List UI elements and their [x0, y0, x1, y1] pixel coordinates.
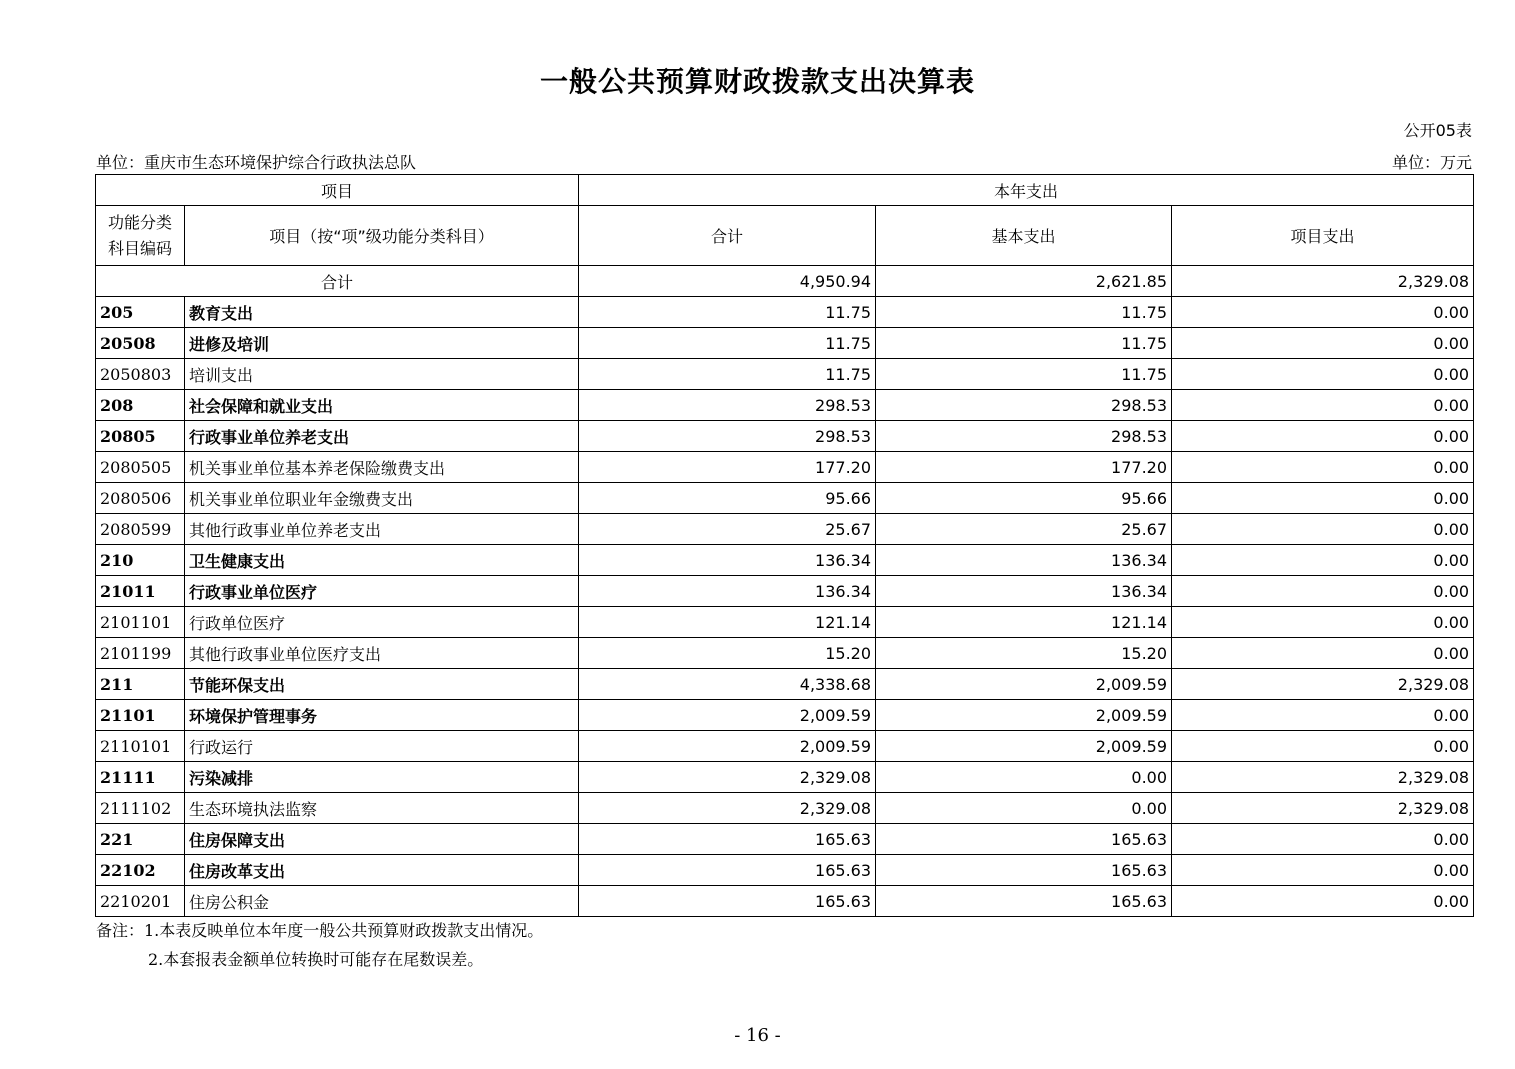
header-project: 项目: [96, 175, 579, 206]
row-total: 165.63: [579, 855, 876, 886]
table-row: [96, 545, 1474, 576]
row-name: 社会保障和就业支出: [185, 390, 579, 421]
row-name: 卫生健康支出: [185, 545, 579, 576]
row-total: 165.63: [579, 886, 876, 917]
row-code: 208: [96, 390, 185, 421]
table-row: [96, 731, 1474, 762]
table-row: [96, 297, 1474, 328]
header-basic: 基本支出: [876, 206, 1172, 266]
row-code: 211: [96, 669, 185, 700]
row-total: 298.53: [579, 421, 876, 452]
row-total: 15.20: [579, 638, 876, 669]
row-basic: 95.66: [876, 483, 1172, 514]
row-name: 行政事业单位医疗: [185, 576, 579, 607]
row-total: 121.14: [579, 607, 876, 638]
row-name: 行政运行: [185, 731, 579, 762]
row-basic: 11.75: [876, 328, 1172, 359]
row-name: 进修及培训: [185, 328, 579, 359]
row-name: 环境保护管理事务: [185, 700, 579, 731]
table-row: [96, 855, 1474, 886]
row-project: 0.00: [1172, 886, 1474, 917]
row-basic: 177.20: [876, 452, 1172, 483]
row-name: 机关事业单位基本养老保险缴费支出: [185, 452, 579, 483]
note-1: 备注：1.本表反映单位本年度一般公共预算财政拨款支出情况。: [96, 921, 544, 940]
row-total: 2,009.59: [579, 700, 876, 731]
page-title: 一般公共预算财政拨款支出决算表: [539, 65, 975, 98]
row-project: 0.00: [1172, 700, 1474, 731]
row-project: 0.00: [1172, 297, 1474, 328]
row-project: 0.00: [1172, 855, 1474, 886]
row-name: 污染减排: [185, 762, 579, 793]
row-total: 298.53: [579, 390, 876, 421]
row-project: 0.00: [1172, 576, 1474, 607]
row-project: 0.00: [1172, 421, 1474, 452]
table-row: [96, 762, 1474, 793]
row-code: 2101199: [96, 638, 185, 669]
expenditure-table: [95, 174, 1474, 917]
table-row: [96, 669, 1474, 700]
row-name: 行政事业单位养老支出: [185, 421, 579, 452]
row-name: 其他行政事业单位医疗支出: [185, 638, 579, 669]
row-total: 4,338.68: [579, 669, 876, 700]
row-basic: 2,009.59: [876, 669, 1172, 700]
row-name: 住房改革支出: [185, 855, 579, 886]
row-project: 0.00: [1172, 607, 1474, 638]
row-name: 教育支出: [185, 297, 579, 328]
header-total: 合计: [579, 206, 876, 266]
row-code: 2101101: [96, 607, 185, 638]
row-basic: 121.14: [876, 607, 1172, 638]
row-project: 0.00: [1172, 483, 1474, 514]
row-name: 生态环境执法监察: [185, 793, 579, 824]
row-project: 0.00: [1172, 390, 1474, 421]
table-row: [96, 421, 1474, 452]
row-code: 210: [96, 545, 185, 576]
row-project: 0.00: [1172, 328, 1474, 359]
row-project: 0.00: [1172, 731, 1474, 762]
row-basic: 165.63: [876, 886, 1172, 917]
row-basic: 136.34: [876, 545, 1172, 576]
table-row: [96, 452, 1474, 483]
row-name: 行政单位医疗: [185, 607, 579, 638]
row-code: 2080506: [96, 483, 185, 514]
table-row: [96, 638, 1474, 669]
row-basic: 165.63: [876, 824, 1172, 855]
total-row: [96, 266, 1474, 297]
row-code: 22102: [96, 855, 185, 886]
total-label: 合计: [96, 266, 579, 297]
row-code: 21011: [96, 576, 185, 607]
header-name: 项目（按“项”级功能分类科目）: [185, 206, 579, 266]
row-code: 2080505: [96, 452, 185, 483]
row-total: 25.67: [579, 514, 876, 545]
row-name: 机关事业单位职业年金缴费支出: [185, 483, 579, 514]
row-code: 2050803: [96, 359, 185, 390]
table-row: [96, 514, 1474, 545]
page-number: - 16 -: [734, 1025, 781, 1046]
row-basic: 2,009.59: [876, 731, 1172, 762]
row-basic: 0.00: [876, 793, 1172, 824]
row-basic: 25.67: [876, 514, 1172, 545]
row-code: 2111102: [96, 793, 185, 824]
row-basic: 0.00: [876, 762, 1172, 793]
row-total: 136.34: [579, 545, 876, 576]
header-project-exp: 项目支出: [1172, 206, 1474, 266]
row-name: 培训支出: [185, 359, 579, 390]
row-project: 0.00: [1172, 545, 1474, 576]
row-basic: 136.34: [876, 576, 1172, 607]
currency-unit: 单位：万元: [1391, 153, 1472, 172]
row-name: 住房公积金: [185, 886, 579, 917]
header-code: 功能分类 科目编码: [96, 206, 185, 266]
table-row: [96, 359, 1474, 390]
row-code: 2110101: [96, 731, 185, 762]
row-project: 2,329.08: [1172, 762, 1474, 793]
row-code: 2080599: [96, 514, 185, 545]
table-row: [96, 886, 1474, 917]
row-project: 0.00: [1172, 452, 1474, 483]
row-basic: 298.53: [876, 390, 1172, 421]
total-sum: 4,950.94: [579, 266, 876, 297]
row-total: 165.63: [579, 824, 876, 855]
header-row-top: [96, 175, 1474, 206]
row-name: 住房保障支出: [185, 824, 579, 855]
row-name: 节能环保支出: [185, 669, 579, 700]
row-code: 21101: [96, 700, 185, 731]
row-code: 21111: [96, 762, 185, 793]
row-basic: 298.53: [876, 421, 1172, 452]
row-code: 20508: [96, 328, 185, 359]
total-project: 2,329.08: [1172, 266, 1474, 297]
row-total: 2,329.08: [579, 762, 876, 793]
table-row: [96, 793, 1474, 824]
row-project: 2,329.08: [1172, 669, 1474, 700]
row-code: 2210201: [96, 886, 185, 917]
note-2: 2.本套报表金额单位转换时可能存在尾数误差。: [148, 950, 484, 969]
row-basic: 11.75: [876, 359, 1172, 390]
row-total: 2,009.59: [579, 731, 876, 762]
row-project: 0.00: [1172, 638, 1474, 669]
row-basic: 165.63: [876, 855, 1172, 886]
header-current-year: 本年支出: [579, 175, 1474, 206]
table-row: [96, 390, 1474, 421]
table-row: [96, 576, 1474, 607]
table-row: [96, 824, 1474, 855]
row-project: 0.00: [1172, 824, 1474, 855]
row-project: 0.00: [1172, 359, 1474, 390]
row-project: 0.00: [1172, 514, 1474, 545]
reporting-unit: 单位：重庆市生态环境保护综合行政执法总队: [96, 153, 417, 172]
row-basic: 2,009.59: [876, 700, 1172, 731]
table-row: [96, 700, 1474, 731]
row-total: 136.34: [579, 576, 876, 607]
row-total: 95.66: [579, 483, 876, 514]
table-row: [96, 328, 1474, 359]
row-code: 20805: [96, 421, 185, 452]
row-total: 177.20: [579, 452, 876, 483]
row-basic: 11.75: [876, 297, 1172, 328]
row-code: 205: [96, 297, 185, 328]
row-project: 2,329.08: [1172, 793, 1474, 824]
total-basic: 2,621.85: [876, 266, 1172, 297]
row-basic: 15.20: [876, 638, 1172, 669]
row-total: 2,329.08: [579, 793, 876, 824]
form-number: 公开05表: [1403, 121, 1472, 140]
row-total: 11.75: [579, 297, 876, 328]
row-name: 其他行政事业单位养老支出: [185, 514, 579, 545]
row-code: 221: [96, 824, 185, 855]
header-row-sub: [96, 206, 1474, 266]
table-row: [96, 607, 1474, 638]
table-row: [96, 483, 1474, 514]
row-total: 11.75: [579, 359, 876, 390]
row-total: 11.75: [579, 328, 876, 359]
